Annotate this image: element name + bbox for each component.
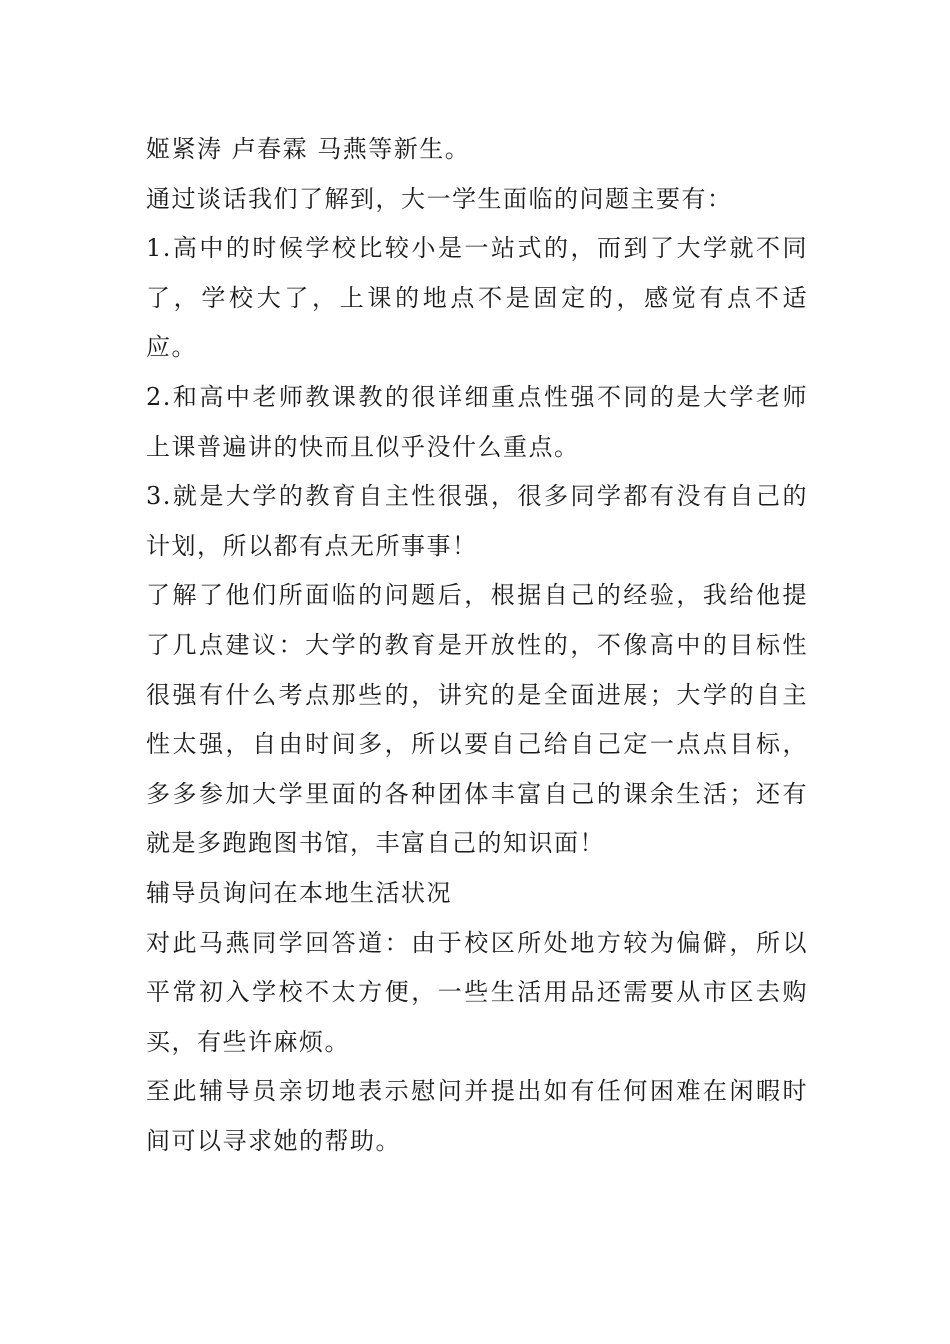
paragraph-intro: 通过谈话我们了解到，大一学生面临的问题主要有： [146, 184, 733, 213]
paragraph-issue-1: 1.高中的时候学校比较小是一站式的，而到了大学就不同了，学校大了，上课的地点不是固定的，感觉有点不适应。 [146, 234, 808, 362]
document-body [146, 125, 808, 1166]
paragraph-issue-2: 2.和高中老师教课教的很详细重点性强不同的是大学老师上课普遍讲的快而且似乎没什么重点。 [146, 382, 808, 461]
paragraph-suggestions: 了解了他们所面临的问题后，根据自己的经验，我给他提了几点建议：大学的教育是开放性的，不像高中的目标性很强有什么考点那些的，讲究的是全面进展；大学的自主性太强，自由时间多，所以要自己给自己定一点点目标，多多参加大学里面的各种团体丰富自己的课余生活；还有就是多跑跑图书馆，丰富自己的知识面！ [146, 581, 808, 858]
paragraph-student-answer: 对此马燕同学回答道：由于校区所处地方较为偏僻，所以平常初入学校不太方便，一些生活用品还需要从市区去购买，有些许麻烦。 [146, 928, 808, 1056]
paragraph-counselor-question: 辅导员询问在本地生活状况 [146, 878, 452, 907]
paragraph-conclusion: 至此辅导员亲切地表示慰问并提出如有任何困难在闲暇时间可以寻求她的帮助。 [146, 1077, 808, 1155]
paragraph-student-names: 姬紧涛 卢春霖 马燕等新生。 [146, 135, 471, 163]
paragraph-issue-3: 3.就是大学的教育自主性很强，很多同学都有没有自己的计划，所以都有点无所事事！ [146, 482, 808, 560]
